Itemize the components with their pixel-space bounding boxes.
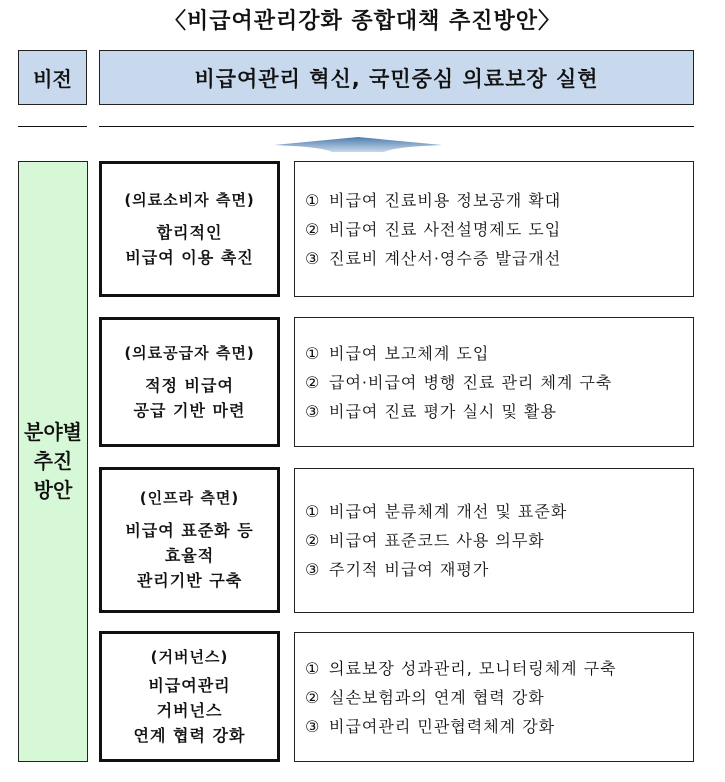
goal-line: 비급여 표준화 등 (125, 521, 254, 540)
aspect-box-provider (99, 317, 280, 447)
action-item: ③ 진료비 계산서·영수증 발급개선 (305, 248, 562, 268)
side-label-box (18, 161, 88, 762)
divider-right (99, 126, 694, 127)
action-item: ② 비급여 표준코드 사용 의무화 (305, 531, 545, 550)
action-list-provider (294, 317, 694, 447)
action-item: ① 의료보장 성과관리, 모니터링체계 구축 (305, 658, 617, 678)
aspect-box-consumer (99, 161, 280, 297)
aspect-label: (거버넌스) (150, 647, 229, 666)
action-item: ③ 비급여관리 민관협력체계 강화 (305, 716, 556, 736)
aspect-label: (인프라 측면) (139, 489, 240, 507)
goal-line: 공급 기반 마련 (133, 400, 246, 420)
action-item: ② 실손보험과의 연계 협력 강화 (305, 687, 545, 707)
diagram-title: 〈비급여관리강화 종합대책 추진방안〉 (163, 9, 562, 34)
vision-label: 비전 (33, 67, 72, 91)
goal-line: 효율적 (164, 546, 215, 565)
action-item: ① 비급여 분류체계 개선 및 표준화 (305, 502, 568, 521)
goal-line: 비급여관리 (148, 675, 231, 695)
aspect-label: (의료소비자 측면) (124, 190, 255, 209)
action-item: ① 비급여 보고체계 도입 (305, 343, 490, 363)
vision-statement: 비급여관리 혁신, 국민중심 의료보장 실현 (194, 66, 599, 91)
goal-line: 연계 협력 강화 (133, 725, 246, 745)
side-label-line: 방안 (33, 478, 73, 502)
action-list-governance (294, 632, 694, 762)
action-item: ② 급여·비급여 병행 진료 관리 체계 구축 (305, 372, 613, 392)
vision-statement-box (99, 50, 694, 105)
side-label-line: 분야별 (24, 420, 82, 444)
action-item: ③ 비급여 진료 평가 실시 및 활용 (305, 401, 557, 421)
action-item: ① 비급여 진료비용 정보공개 확대 (305, 190, 562, 210)
action-list-consumer (294, 161, 694, 297)
vision-label-box (18, 50, 87, 105)
goal-line: 합리적인 (156, 222, 223, 242)
action-item: ② 비급여 진료 사전설명제도 도입 (305, 219, 562, 239)
action-item: ③ 주기적 비급여 재평가 (305, 560, 490, 579)
divider-left (18, 126, 87, 127)
aspect-label: (의료공급자 측면) (124, 343, 255, 362)
goal-line: 적정 비급여 (145, 375, 234, 395)
up-arrow-icon (272, 135, 444, 153)
action-list-infra (294, 468, 694, 613)
side-label-line: 추진 (33, 449, 73, 473)
aspect-box-governance (99, 631, 280, 762)
goal-line: 관리기반 구축 (136, 571, 243, 590)
goal-line: 비급여 이용 촉진 (125, 247, 254, 267)
aspect-box-infra (99, 467, 280, 613)
goal-line: 거버넌스 (156, 700, 223, 720)
